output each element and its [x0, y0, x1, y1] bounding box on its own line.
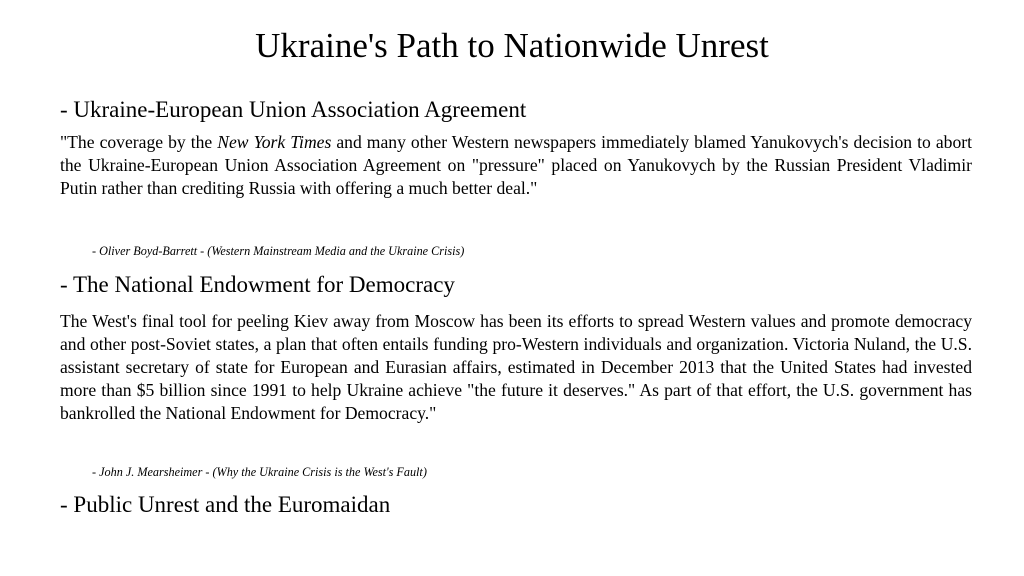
section-heading-endowment: - The National Endowment for Democracy	[60, 272, 455, 297]
citation-mearsheimer: - John J. Mearsheimer - (Why the Ukraine Crisis is the West's Fault)	[92, 465, 427, 479]
slide-title: Ukraine's Path to Nationwide Unrest	[255, 26, 769, 65]
paragraph-text-start: "The coverage by the	[60, 132, 218, 152]
newspaper-name: New York Times	[217, 132, 332, 152]
citation-boyd-barrett: - Oliver Boyd-Barrett - (Western Mainstream Media and the Ukraine Crisis)	[92, 244, 465, 258]
section-paragraph-endowment: The West's final tool for peeling Kiev away from Moscow has been its efforts to spread Western values and promote democracy and other post-Soviet states, a plan that often entails funding pro-Western individuals and organization. Victoria Nuland, the U.S. assistant secretary of state for European and Eurasian affairs, estimated in December 2013 that the United States had invested more than $5 billion since 1991 to help Ukraine achieve "the future it deserves." As part of that effort, the U.S. government has bankrolled the National Endowment for Democracy."	[60, 311, 972, 423]
paragraph-text-end: and many other Western newspapers immediately blamed Yanukovych's decision to abort the Ukraine-European Union Association Agreement on "pressure" placed on Yanukovych by the Russian President Vladimir Putin rather than crediting Russia with offering a much better deal."	[60, 132, 973, 198]
section-heading-euromaidan: - Public Unrest and the Euromaidan	[60, 492, 391, 517]
section-heading-association-agreement: - Ukraine-European Union Association Agreement	[60, 97, 527, 122]
section-paragraph-association-agreement	[60, 131, 972, 200]
